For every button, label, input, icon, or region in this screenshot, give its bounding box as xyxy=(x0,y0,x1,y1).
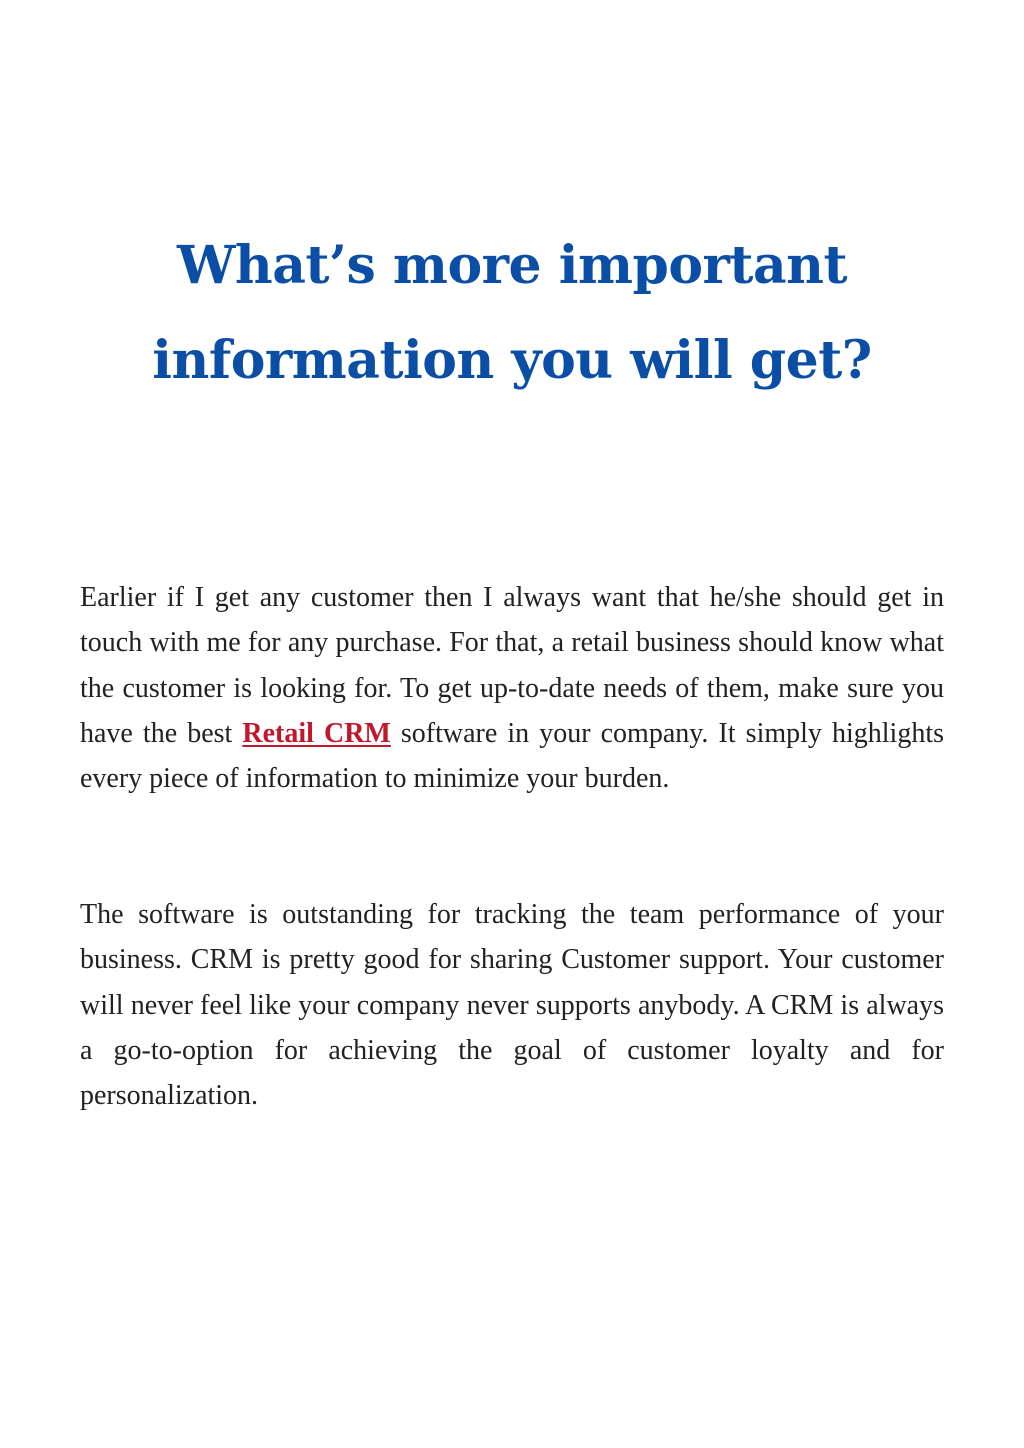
paragraph-1-text-after-link: software in your company. It simply highlights every piece of information to minimize your burden. xyxy=(80,717,944,795)
body-paragraph-2: The software is outstanding for tracking the team performance of your business. CRM is pretty good for sharing Customer support. Your customer will never feel like your company never supports anybody. A CRM is always a go-to-option for achieving the goal of customer loyalty and for personalization. xyxy=(80,899,944,1112)
retail-crm-link[interactable]: Retail CRM xyxy=(242,717,391,749)
page-title-line-2: information you will get? xyxy=(152,330,872,391)
paragraph-1-text-before-link: Earlier if I get any customer then I always want that he/she should get in touch with me for any purchase. For that, a retail business should know what the customer is looking for. To get up-to-date needs of them, make sure you have the best xyxy=(80,582,944,749)
page-title-line-1: What’s more important xyxy=(177,235,847,296)
body-paragraph-1 xyxy=(80,575,944,801)
